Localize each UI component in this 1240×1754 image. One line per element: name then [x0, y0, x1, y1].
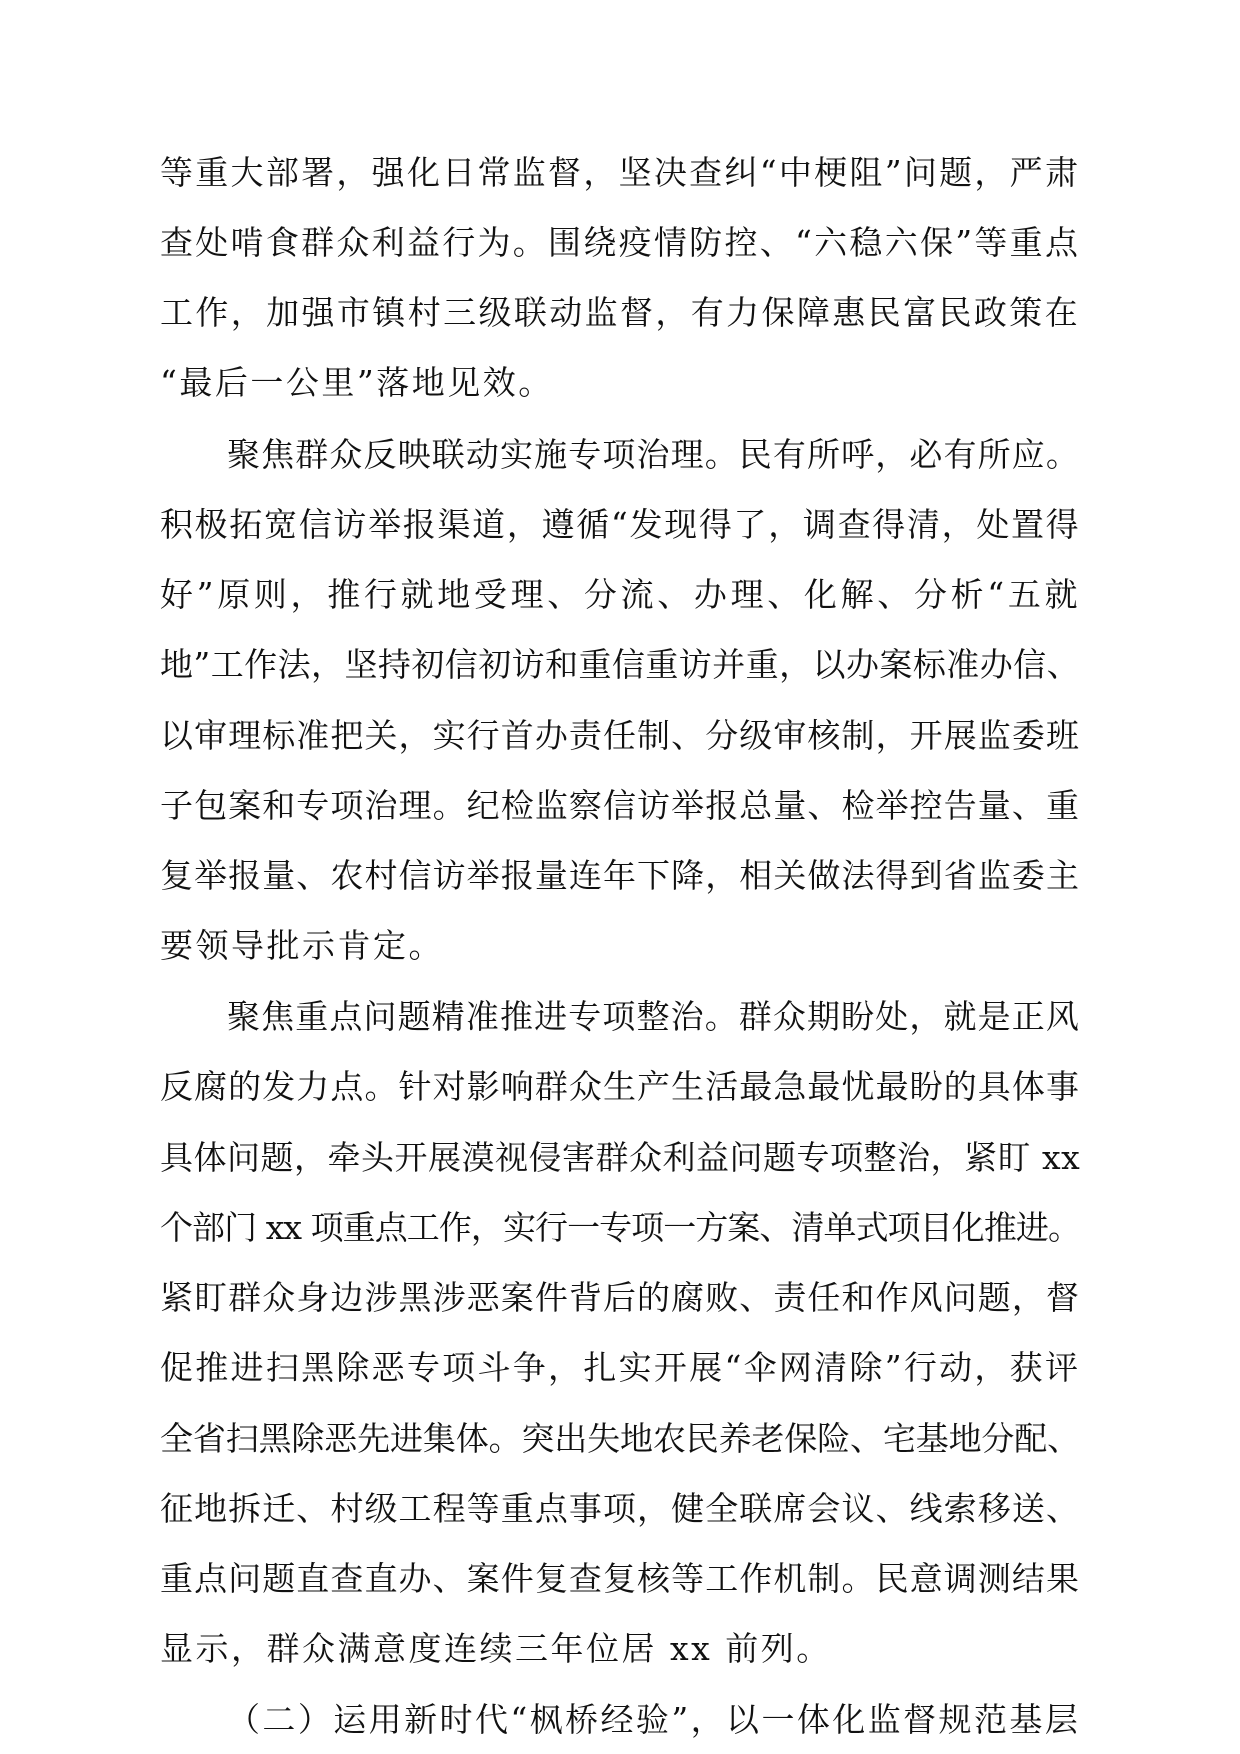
text-line: 个部门 xx 项重点工作，实行一专项一方案、清单式项目化推进。 [160, 1208, 1080, 1247]
text-line: 子包案和专项治理。纪检监察信访举报总量、检举控告量、重 [160, 786, 1080, 825]
text-line: 促推进扫黑除恶专项斗争，扎实开展“伞网清除”行动，获评 [160, 1348, 1081, 1387]
text-line: 显示，群众满意度连续三年位居 xx 前列。 [160, 1629, 832, 1668]
text-line: 具体问题，牵头开展漠视侵害群众利益问题专项整治，紧盯 xx [160, 1138, 1081, 1177]
text-line: 全省扫黑除恶先进集体。突出失地农民养老保险、宅基地分配、 [160, 1419, 1081, 1458]
text-line: 以审理标准把关，实行首办责任制、分级审核制，开展监委班 [160, 716, 1080, 755]
text-line: 紧盯群众身边涉黑涉恶案件背后的腐败、责任和作风问题，督 [160, 1278, 1080, 1317]
text-line: 好”原则，推行就地受理、分流、办理、化解、分析“五就 [160, 575, 1080, 614]
text-line: 等重大部署，强化日常监督，坚决查纠“中梗阻”问题，严肃 [160, 153, 1081, 192]
text-line: 地”工作法，坚持初信初访和重信重访并重，以办案标准办信、 [160, 645, 1080, 684]
text-line: 复举报量、农村信访举报量连年下降，相关做法得到省监委主 [160, 856, 1080, 895]
text-line: 工作，加强市镇村三级联动监督，有力保障惠民富民政策在 [160, 293, 1080, 332]
text-line: 反腐的发力点。针对影响群众生产生活最急最忧最盼的具体事 [160, 1067, 1080, 1106]
text-line: 积极拓宽信访举报渠道，遵循“发现得了，调查得清，处置得 [160, 505, 1081, 544]
text-line: 征地拆迁、村级工程等重点事项，健全联席会议、线索移送、 [160, 1489, 1080, 1528]
text-line: 重点问题直查直办、案件复查复核等工作机制。民意调测结果 [160, 1559, 1080, 1598]
text-line: 要领导批示肯定。 [160, 926, 444, 965]
section-heading-line: （二）运用新时代“枫桥经验”，以一体化监督规范基层 [227, 1700, 1081, 1739]
text-line: 查处啃食群众利益行为。围绕疫情防控、“六稳六保”等重点 [160, 223, 1081, 262]
paragraph-heading-line: 聚焦群众反映联动实施专项治理。民有所呼，必有所应。 [227, 435, 1080, 474]
paragraph-heading-line: 聚焦重点问题精准推进专项整治。群众期盼处，就是正风 [227, 997, 1080, 1036]
text-line: “最后一公里”落地见效。 [160, 363, 554, 402]
